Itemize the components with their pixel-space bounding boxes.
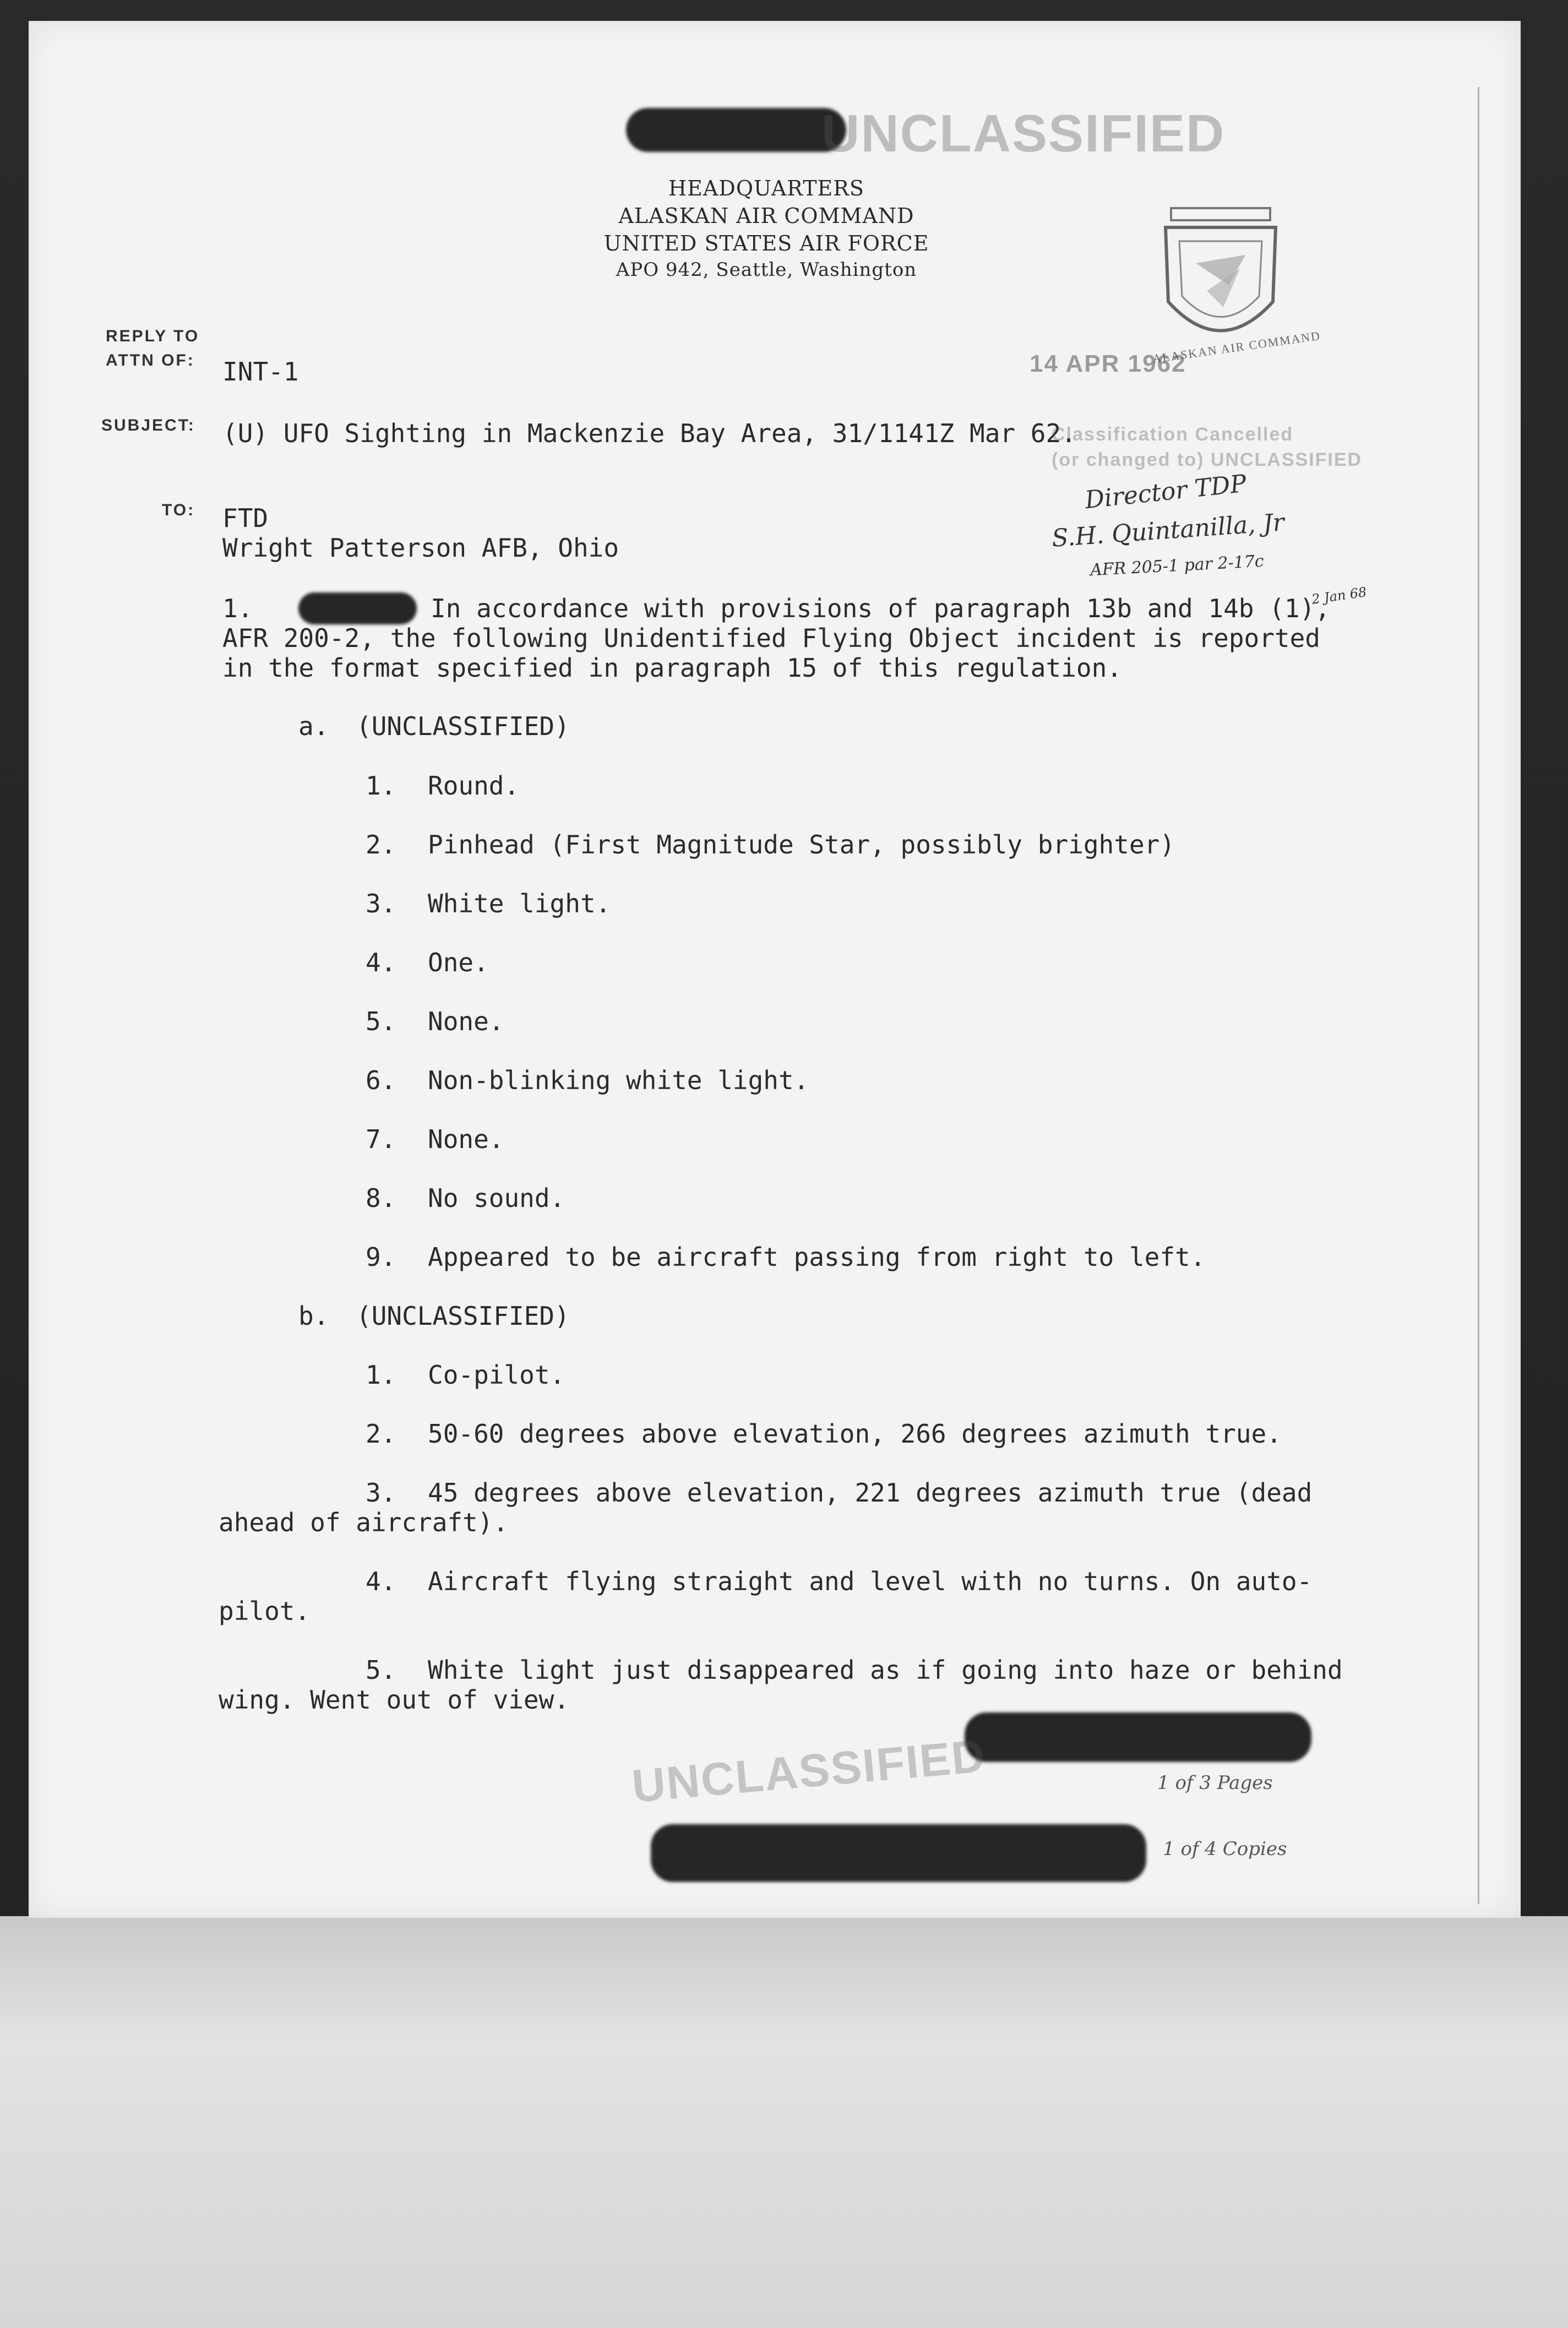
b-item-line-2: wing. Went out of view. <box>219 1685 569 1715</box>
a-item-text: None. <box>428 1124 504 1154</box>
reply-to-label: REPLY TO <box>106 327 200 345</box>
a-item-number: 4. <box>366 948 396 977</box>
b-item-number: 5. <box>366 1655 396 1685</box>
redaction-footer-2 <box>651 1824 1146 1882</box>
b-item-line-1: White light just disappeared as if going into haze or behind <box>428 1655 1343 1685</box>
a-item-number: 7. <box>366 1124 396 1154</box>
copy-count: 1 of 4 Copies <box>1163 1838 1287 1860</box>
a-item-text: None. <box>428 1007 504 1036</box>
a-item-number: 1. <box>366 771 396 801</box>
handwritten-reference: AFR 205-1 par 2-17c <box>1090 551 1265 580</box>
a-item-number: 8. <box>366 1183 396 1213</box>
seal-text: ALASKAN AIR COMMAND <box>1151 328 1322 366</box>
subject-value: (U) UFO Sighting in Mackenzie Bay Area, 31/1141Z Mar 62. <box>222 418 1076 448</box>
paragraph-1-line-2: AFR 200-2, the following Unidentified Flying Object incident is reported <box>222 623 1320 653</box>
page-count: 1 of 3 Pages <box>1157 1772 1273 1794</box>
declass-stamp-line-1: Classification Cancelled <box>1052 424 1294 445</box>
a-item-text: Round. <box>428 771 520 801</box>
a-item-number: 3. <box>366 889 396 918</box>
b-item-number: 3. <box>366 1478 396 1508</box>
declass-stamp-line-2: (or changed to) UNCLASSIFIED <box>1052 449 1363 470</box>
a-item-text: Pinhead (First Magnitude Star, possibly brighter) <box>428 830 1175 860</box>
a-item-text: Appeared to be aircraft passing from right to left. <box>428 1242 1206 1272</box>
date-stamp: 14 APR 1962 <box>1030 350 1186 377</box>
attn-of-label: ATTN OF: <box>106 351 195 369</box>
section-b-marker: b. <box>298 1301 329 1331</box>
org-line-4: APO 942, Seattle, Washington <box>616 259 917 281</box>
b-item-line-1: 50-60 degrees above elevation, 266 degrees azimuth true. <box>428 1419 1282 1449</box>
b-item-number: 1. <box>366 1360 396 1390</box>
b-item-line-1: Co-pilot. <box>428 1360 565 1390</box>
a-item-number: 6. <box>366 1065 396 1095</box>
classification-stamp-bottom: UNCLASSIFIED <box>630 1729 988 1812</box>
handwritten-signature: S.H. Quintanilla, Jr <box>1050 508 1286 553</box>
a-item-number: 5. <box>366 1007 396 1036</box>
to-line-2: Wright Patterson AFB, Ohio <box>222 533 619 563</box>
to-line-1: FTD <box>222 503 269 533</box>
attn-value: INT-1 <box>222 357 299 387</box>
a-item-number: 9. <box>366 1242 396 1272</box>
a-item-text: No sound. <box>428 1183 565 1213</box>
redaction-footer-1 <box>965 1712 1311 1762</box>
b-item-line-2: pilot. <box>219 1596 311 1626</box>
b-item-line-2: ahead of aircraft). <box>219 1508 509 1537</box>
b-item-number: 2. <box>366 1419 396 1449</box>
org-line-3: UNITED STATES AIR FORCE <box>603 231 929 255</box>
document-page <box>29 21 1521 1918</box>
b-item-line-1: 45 degrees above elevation, 221 degrees azimuth true (dead <box>428 1478 1313 1508</box>
section-a-marker: a. <box>298 711 329 741</box>
a-item-text: One. <box>428 948 489 977</box>
redaction-paragraph-1 <box>298 592 417 624</box>
handwritten-director: Director TDP <box>1084 469 1248 515</box>
section-b-heading: (UNCLASSIFIED) <box>356 1301 570 1331</box>
org-line-2: ALASKAN AIR COMMAND <box>618 204 914 228</box>
a-item-text: White light. <box>428 889 611 918</box>
paragraph-1-line-3: in the format specified in paragraph 15 of this regulation. <box>222 653 1122 683</box>
to-label: TO: <box>162 501 195 519</box>
redaction-top <box>626 108 846 152</box>
b-item-number: 4. <box>366 1566 396 1596</box>
handwritten-date: 2 Jan 68 <box>1310 584 1368 607</box>
b-item-line-1: Aircraft flying straight and level with no turns. On auto- <box>428 1566 1313 1596</box>
classification-stamp-top: UNCLASSIFIED <box>821 104 1226 163</box>
page-fold-line <box>1478 87 1479 1904</box>
paragraph-1-number: 1. <box>222 594 253 623</box>
scan-lower-strip <box>0 1916 1568 2328</box>
a-item-text: Non-blinking white light. <box>428 1065 809 1095</box>
a-item-number: 2. <box>366 830 396 860</box>
section-a-heading: (UNCLASSIFIED) <box>356 711 570 741</box>
paragraph-1-line-1: In accordance with provisions of paragraph 13b and 14b (1), <box>431 594 1330 623</box>
org-line-1: HEADQUARTERS <box>668 176 864 200</box>
subject-label: SUBJECT: <box>101 416 195 434</box>
